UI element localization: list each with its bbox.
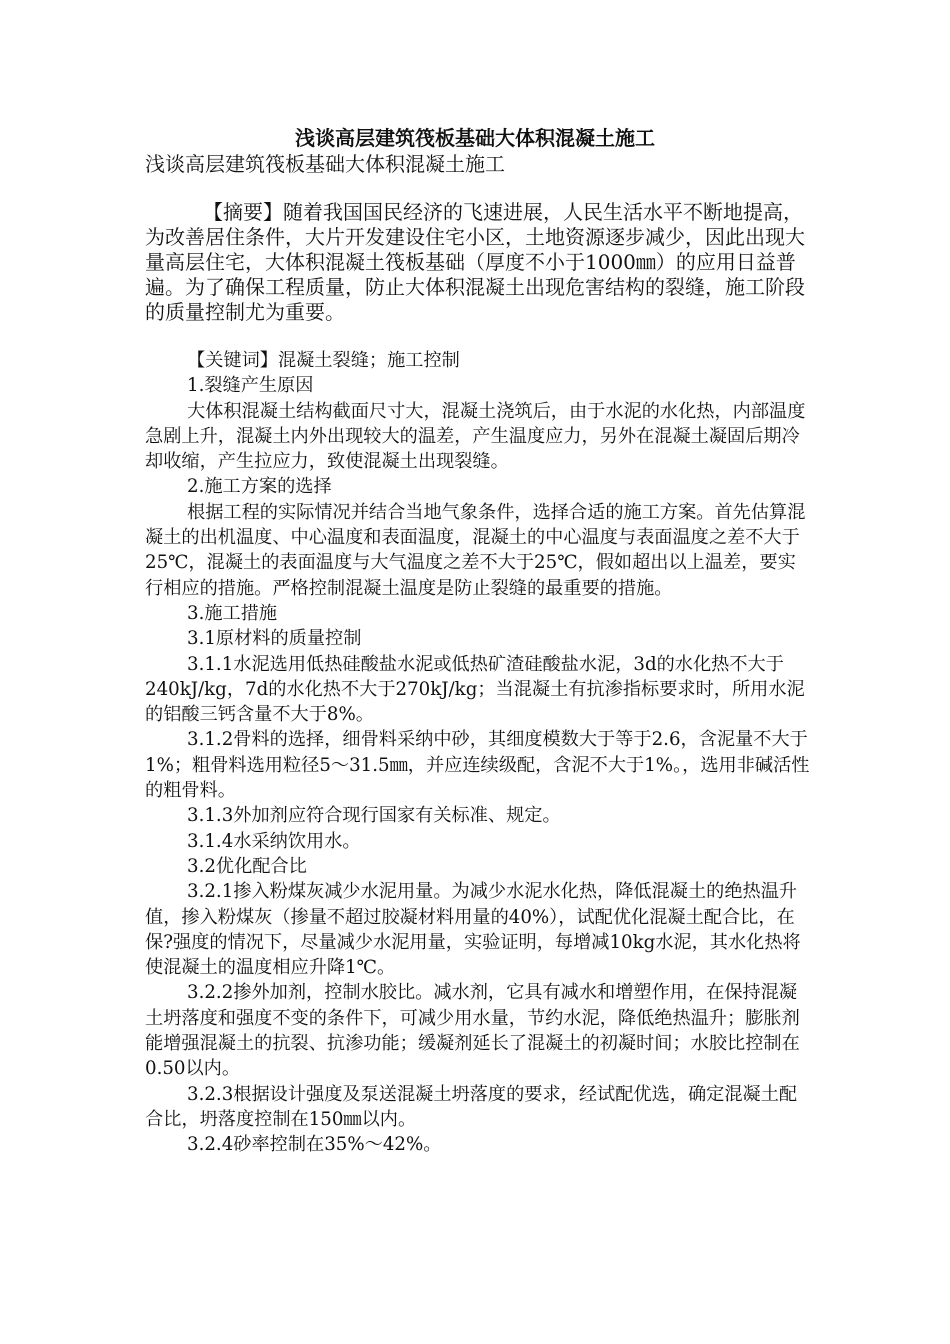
body-paragraph: 大体积混凝土结构截面尺寸大，混凝土浇筑后，由于水泥的水化热，内部温度急剧上升，混凝土内外出现较大的温差，产生温度应力，另外在混凝土凝固后期冷却收缩，产生拉应力，致使混凝土出现裂缝。 [145, 400, 806, 473]
section-heading: 3.施工措施 [187, 602, 278, 624]
document-title: 浅谈高层建筑筏板基础大体积混凝土施工 [295, 126, 655, 150]
section-heading: 3.1原材料的质量控制 [187, 628, 362, 650]
document-subtitle: 浅谈高层建筑筏板基础大体积混凝土施工 [145, 152, 505, 176]
body-paragraph: 3.1.3外加剂应符合现行国家有关标准、规定。 [187, 805, 561, 827]
abstract-paragraph: 【摘要】随着我国国民经济的飞速进展，人民生活水平不断地提高，为改善居住条件，大片开发建设住宅小区，土地资源逐步减少，因此出现大量高层住宅，大体积混凝土筏板基础（厚度不小于1000㎜）的应用日益普遍。为了确保工程质量，防止大体积混凝土出现危害结构的裂缝，施工阶段的质量控制尤为重要。 [145, 200, 805, 324]
body-paragraph: 3.2.4砂率控制在35%～42%。 [187, 1134, 442, 1156]
body-paragraph: 3.2.1掺入粉煤灰减少水泥用量。为减少水泥水化热，降低混凝土的绝热温升值，掺入粉煤灰（掺量不超过胶凝材料用量的40%），试配优化混凝土配合比，在保?强度的情况下，尽量减少水泥用量，实验证明，每增减10kg水泥，其水化热将使混凝土的温度相应升降1℃。 [145, 881, 801, 979]
document-body [145, 348, 810, 1158]
section-heading: 2.施工方案的选择 [187, 476, 332, 498]
section-heading: 1.裂缝产生原因 [187, 375, 314, 397]
body-paragraph: 3.2.2掺外加剂，控制水胶比。减水剂，它具有减水和增塑作用，在保持混凝土坍落度和强度不变的条件下，可减少用水量，节约水泥，降低绝热温升；膨胀剂能增强混凝土的抗裂、抗渗功能；缓凝剂延长了混凝土的初凝时间；水胶比控制在0.50以内。 [145, 982, 800, 1080]
body-paragraph: 3.2.3根据设计强度及泵送混凝土坍落度的要求，经试配优选，确定混凝土配合比，坍落度控制在150㎜以内。 [145, 1083, 798, 1130]
body-paragraph: 3.1.2骨料的选择，细骨料采纳中砂，其细度模数大于等于2.6，含泥量不大于1%；粗骨料选用粒径5～31.5㎜，并应连续级配，含泥不大于1%。，选用非碱活性的粗骨料。 [145, 729, 810, 802]
body-paragraph: 3.1.4水采纳饮用水。 [187, 830, 361, 852]
body-paragraph: 3.1.1水泥选用低热硅酸盐水泥或低热矿渣硅酸盐水泥，3d的水化热不大于240kJ/kg，7d的水化热不大于270kJ/kg；当混凝土有抗渗指标要求时，所用水泥的铝酸三钙含量不大于8%。 [145, 653, 805, 726]
body-paragraph: 根据工程的实际情况并结合当地气象条件，选择合适的施工方案。首先估算混凝土的出机温度、中心温度和表面温度，混凝土的中心温度与表面温度之差不大于25℃，混凝土的表面温度与大气温度之差不大于25℃，假如超出以上温差，要实行相应的措施。严格控制混凝土温度是防止裂缝的最重要的措施。 [145, 501, 806, 599]
section-heading: 3.2优化配合比 [187, 855, 307, 877]
keywords-line: 【关键词】混凝土裂缝；施工控制 [187, 350, 460, 371]
